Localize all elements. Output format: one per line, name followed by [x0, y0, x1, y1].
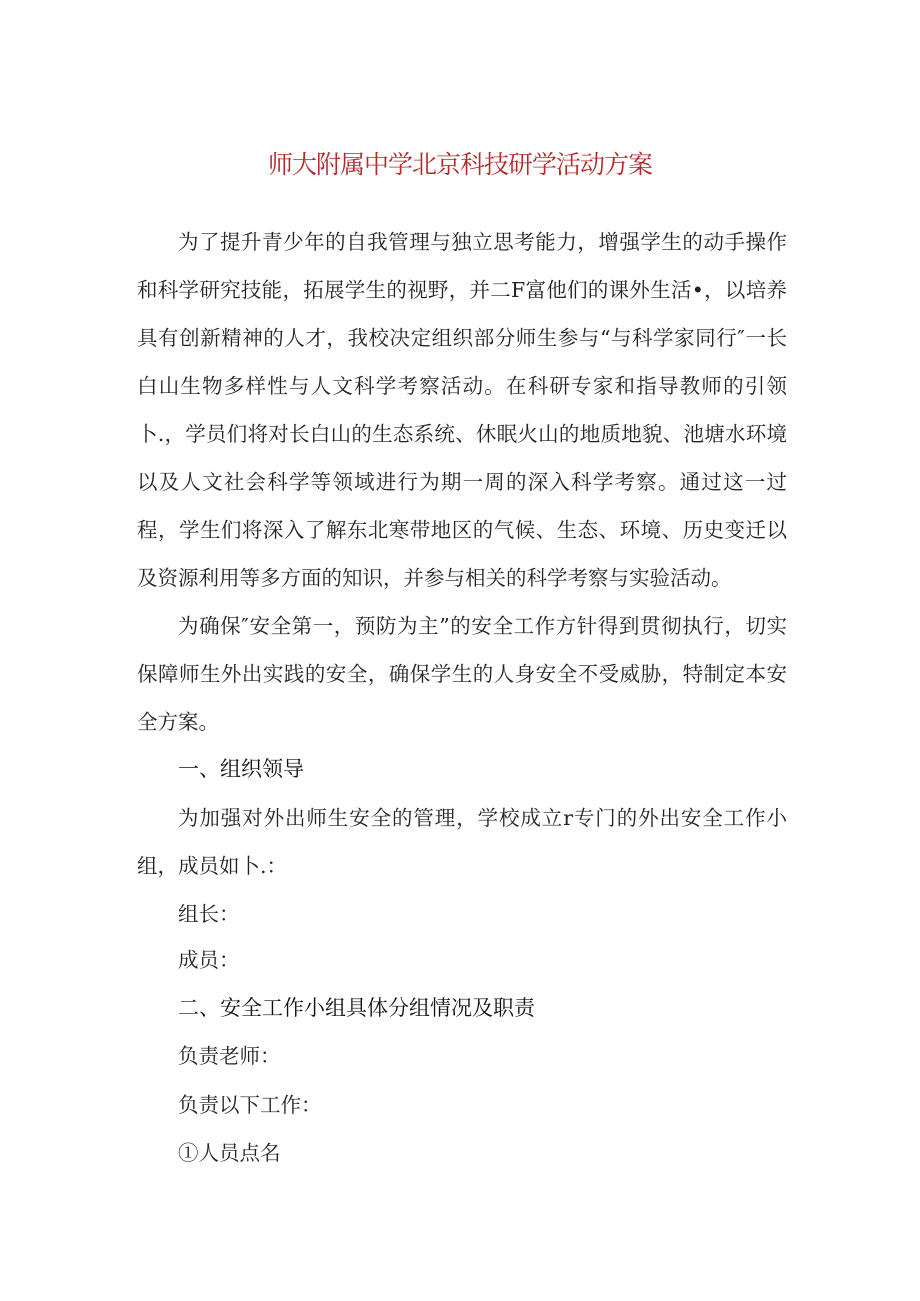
teacher-line: 负责老师：: [178, 1044, 281, 1068]
organization-paragraph: 为加强对外出师生安全的管理，学校成立r专门的外出安全工作小组，成员如卜.：: [137, 806, 787, 878]
intro-paragraph: 为了提升青少年的自我管理与独立思考能力，增强学生的动手操作和科学研究技能，拓展学生的视野，并二F富他们的课外生活•，以培养具有创新精神的人才，我校决定组织部分师生参与“与科学家同行″一长白山生物多样性与人文科学考察活动。在科研专家和指导教师的引领卜.，学员们将对长白山的生态系统、休眠火山的地质地貌、池塘水环境以及人文社会科学等领域进行为期一周的深入科学考察。通过这一过程，学生们将深入了解东北寒带地区的气候、生态、环境、历史变迁以及资源利用等多方面的知识，并参与相关的科学考察与实验活动。: [137, 230, 787, 590]
duty-item-roll-call: ①人员点名: [178, 1141, 281, 1165]
section-heading-organization: 一、组织领导: [178, 757, 304, 781]
duties-line: 负责以下工作：: [178, 1093, 322, 1117]
section-heading-groups: 二、安全工作小组具体分组情况及职责: [178, 996, 535, 1020]
document-title: 师大附属中学北京科技研学活动方案: [267, 150, 652, 179]
leader-line: 组长：: [178, 902, 240, 926]
members-line: 成员：: [178, 948, 240, 972]
safety-paragraph: 为确保″安全第一，预防为主”的安全工作方针得到贯彻执行，切实保障师生外出实践的安全，确保学生的人身安全不受威胁，特制定本安全方案。: [137, 614, 787, 734]
